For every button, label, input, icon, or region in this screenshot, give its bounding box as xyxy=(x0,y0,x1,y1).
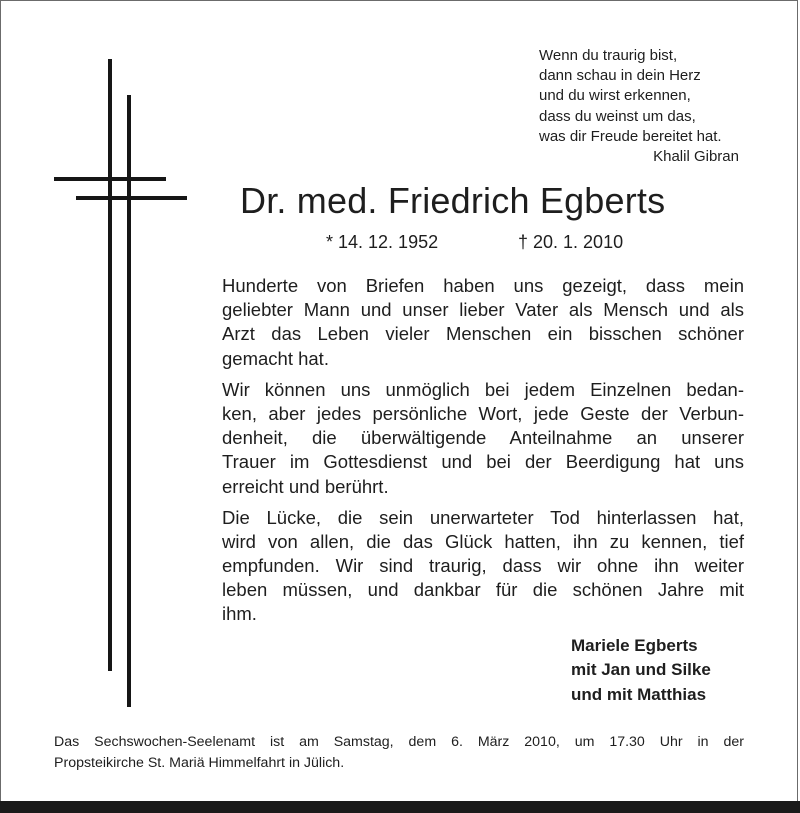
quote-author: Khalil Gibran xyxy=(653,148,739,166)
paragraph xyxy=(222,274,744,371)
service-notice xyxy=(54,732,744,773)
quote-block xyxy=(539,46,749,167)
signature-line: und mit Matthias xyxy=(571,684,707,704)
quote-line: Wenn du traurig bist, xyxy=(539,47,678,64)
text-line: ken, aber jedes persönliche Wort, jede Geste der Verbun- xyxy=(222,402,744,424)
paragraph xyxy=(222,506,744,627)
text-line: ihm. xyxy=(222,603,257,625)
quote-line: und du wirst erkennen, xyxy=(539,87,691,105)
text-line: erreicht und berührt. xyxy=(222,475,389,497)
text-line: empfunden. Wir sind traurig, dass wir ohne ihn weiter xyxy=(222,555,744,577)
signature-block xyxy=(571,634,711,707)
text-line: gemacht hat. xyxy=(222,347,329,369)
notice-line: Propsteikirche St. Mariä Himmelfahrt in Jülich. xyxy=(54,754,345,771)
quote-line: was dir Freude bereitet hat. xyxy=(539,127,722,145)
text-line: denheit, die überwältigende Anteilnahme an unserer xyxy=(222,427,744,449)
bottom-edge xyxy=(0,801,800,813)
birth-date: * 14. 12. 1952 xyxy=(326,232,439,252)
paragraph xyxy=(222,378,744,499)
deceased-name: Dr. med. Friedrich Egberts xyxy=(240,180,666,221)
text-line: Die Lücke, die sein unerwarteter Tod hinterlassen hat, xyxy=(222,506,744,528)
text-line: Trauer im Gottesdienst und bei der Beerdigung hat uns xyxy=(222,451,744,473)
quote-line: dass du weinst um das, xyxy=(539,107,696,125)
signature-line: mit Jan und Silke xyxy=(571,660,711,680)
text-line: geliebter Mann und unser lieber Vater als Mensch und als xyxy=(222,299,744,321)
quote-line: dann schau in dein Herz xyxy=(539,67,701,85)
text-line: Wir können uns unmöglich bei jedem Einzelnen bedan- xyxy=(222,378,744,400)
text-line: Hunderte von Briefen haben uns gezeigt, dass mein xyxy=(222,275,744,296)
death-date: † 20. 1. 2010 xyxy=(518,232,624,252)
text-line: Arzt das Leben vieler Menschen ein bisschen schöner xyxy=(222,323,744,345)
message-body xyxy=(222,274,744,634)
text-line: wird von allen, die das Glück hatten, ihn zu kennen, tief xyxy=(222,530,744,552)
notice-line: Das Sechswochen-Seelenamt ist am Samstag, dem 6. März 2010, um 17.30 Uhr in der xyxy=(54,734,744,750)
text-line: leben müssen, und dankbar für die schönen Jahre mit xyxy=(222,579,744,601)
signature-line: Mariele Egberts xyxy=(571,636,698,655)
